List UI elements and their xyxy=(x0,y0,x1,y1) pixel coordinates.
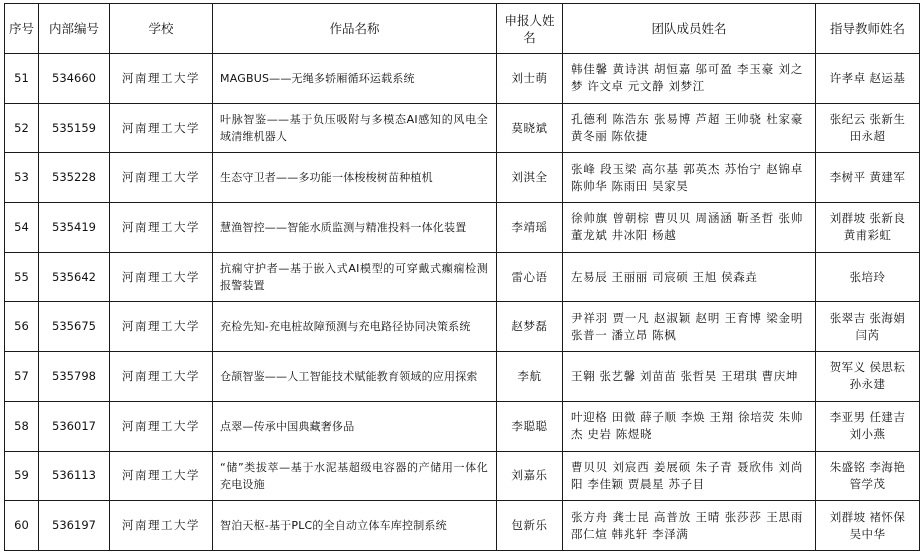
cell-applicant: 赵梦磊 xyxy=(497,302,563,352)
cell-school: 河南理工大学 xyxy=(110,153,213,203)
cell-school: 河南理工大学 xyxy=(110,352,213,402)
cell-applicant: 李聪聪 xyxy=(497,401,563,451)
cell-index: 57 xyxy=(5,352,39,402)
cell-team-members: 孔德利 陈浩东 张易博 芦超 王帅骁 杜家豪 黄冬丽 陈依捷 xyxy=(563,103,816,153)
cell-work-name: 慧渔智控——智能水质监测与精准投料一体化装置 xyxy=(213,203,497,253)
cell-work-name: 叶脉智鉴——基于负压吸附与多模态AI感知的风电全域清维机器人 xyxy=(213,103,497,153)
cell-work-name: 仓颉智鉴——人工智能技术赋能教育领域的应用探索 xyxy=(213,352,497,402)
cell-applicant: 莫晓斌 xyxy=(497,103,563,153)
cell-team-members: 曹贝贝 刘宸西 姜展硕 朱子青 聂欣伟 刘尚阳 李佳颖 贾晨星 苏子目 xyxy=(563,451,816,501)
table-row xyxy=(5,103,920,153)
cell-code: 535228 xyxy=(39,153,110,203)
table-row xyxy=(5,54,920,104)
cell-work-name: 点翠—传承中国典藏奢侈品 xyxy=(213,401,497,451)
table-row xyxy=(5,203,920,253)
cell-team-members: 张方舟 龚士昆 高普放 王晴 张莎莎 王思雨 邵仁煊 韩兆轩 李泽满 xyxy=(563,501,816,551)
cell-team-members: 王翱 张艺馨 刘苗苗 张哲昊 王珺琪 曹庆坤 xyxy=(563,352,816,402)
header-work: 作品名称 xyxy=(213,4,497,54)
cell-teachers: 李树平 黄建军 xyxy=(816,153,920,203)
cell-school: 河南理工大学 xyxy=(110,451,213,501)
cell-code: 535675 xyxy=(39,302,110,352)
cell-teachers: 朱盛铭 李海艳 管学茂 xyxy=(816,451,920,501)
cell-school: 河南理工大学 xyxy=(110,54,213,104)
header-applicant: 申报人姓名 xyxy=(497,4,563,54)
table-row xyxy=(5,401,920,451)
cell-teachers: 许孝卓 赵运基 xyxy=(816,54,920,104)
cell-applicant: 雷心语 xyxy=(497,252,563,302)
cell-applicant: 刘嘉乐 xyxy=(497,451,563,501)
cell-code: 536017 xyxy=(39,401,110,451)
cell-work-name: 生态守卫者——多功能一体梭梭树苗种植机 xyxy=(213,153,497,203)
cell-code: 534660 xyxy=(39,54,110,104)
cell-work-name: 抗痫守护者—基于嵌入式AI模型的可穿戴式癫痫检测报警装置 xyxy=(213,252,497,302)
cell-team-members: 尹祥羽 贾一凡 赵淑颖 赵明 王育博 梁金明 张普一 潘立昂 陈枫 xyxy=(563,302,816,352)
header-index: 序号 xyxy=(5,4,39,54)
table-row xyxy=(5,252,920,302)
table-row xyxy=(5,501,920,551)
cell-applicant: 刘士萌 xyxy=(497,54,563,104)
header-school: 学校 xyxy=(110,4,213,54)
cell-code: 535798 xyxy=(39,352,110,402)
cell-teachers: 李亚男 任建吉 刘小燕 xyxy=(816,401,920,451)
cell-teachers: 刘群坡 褚怀保 吴中华 xyxy=(816,501,920,551)
cell-applicant: 刘淇全 xyxy=(497,153,563,203)
cell-work-name: MAGBUS——无绳多轿厢循环运载系统 xyxy=(213,54,497,104)
cell-index: 51 xyxy=(5,54,39,104)
cell-school: 河南理工大学 xyxy=(110,203,213,253)
cell-applicant: 包新乐 xyxy=(497,501,563,551)
table-row xyxy=(5,302,920,352)
cell-team-members: 叶迎格 田微 薛子顺 李焕 王翔 徐培荧 朱帅杰 史岩 陈煜晓 xyxy=(563,401,816,451)
cell-school: 河南理工大学 xyxy=(110,401,213,451)
award-table xyxy=(4,3,920,551)
cell-index: 58 xyxy=(5,401,39,451)
cell-team-members: 徐帅旗 曾朝棕 曹贝贝 周涵涵 靳圣哲 张帅 董龙斌 井冰阳 杨越 xyxy=(563,203,816,253)
cell-index: 52 xyxy=(5,103,39,153)
cell-index: 59 xyxy=(5,451,39,501)
table-row xyxy=(5,451,920,501)
cell-code: 536197 xyxy=(39,501,110,551)
cell-school: 河南理工大学 xyxy=(110,252,213,302)
cell-team-members: 韩佳馨 黄诗淇 胡恒嘉 邬可盈 李玉豪 刘之梦 许文卓 元文静 刘梦江 xyxy=(563,54,816,104)
cell-index: 55 xyxy=(5,252,39,302)
cell-school: 河南理工大学 xyxy=(110,103,213,153)
cell-team-members: 张峰 段玉梁 高尔基 郭英杰 苏怡宁 赵锦卓 陈帅华 陈雨田 吴家昊 xyxy=(563,153,816,203)
cell-teachers: 张培玲 xyxy=(816,252,920,302)
table-header-row xyxy=(5,4,920,54)
header-code: 内部编号 xyxy=(39,4,110,54)
header-team: 团队成员姓名 xyxy=(563,4,816,54)
cell-applicant: 李航 xyxy=(497,352,563,402)
table-row xyxy=(5,153,920,203)
cell-code: 536113 xyxy=(39,451,110,501)
cell-code: 535642 xyxy=(39,252,110,302)
cell-code: 535419 xyxy=(39,203,110,253)
cell-school: 河南理工大学 xyxy=(110,302,213,352)
cell-work-name: “储”类拔萃—基于水泥基超级电容器的产储用一体化充电设施 xyxy=(213,451,497,501)
header-teacher: 指导教师姓名 xyxy=(816,4,920,54)
cell-teachers: 刘群坡 张新良 黄甫彩虹 xyxy=(816,203,920,253)
cell-teachers: 张纪云 张新生 田永超 xyxy=(816,103,920,153)
cell-teachers: 贺军义 侯思耘 孙永建 xyxy=(816,352,920,402)
cell-work-name: 智泊天枢-基于PLC的全自动立体车库控制系统 xyxy=(213,501,497,551)
cell-code: 535159 xyxy=(39,103,110,153)
cell-index: 53 xyxy=(5,153,39,203)
cell-index: 54 xyxy=(5,203,39,253)
cell-team-members: 左易辰 王丽丽 司宸硕 王旭 侯森垚 xyxy=(563,252,816,302)
cell-teachers: 张翠吉 张海娟 闫芮 xyxy=(816,302,920,352)
cell-work-name: 充检先知-充电桩故障预测与充电路径协同决策系统 xyxy=(213,302,497,352)
cell-index: 60 xyxy=(5,501,39,551)
table-row xyxy=(5,352,920,402)
cell-applicant: 李靖瑶 xyxy=(497,203,563,253)
cell-index: 56 xyxy=(5,302,39,352)
cell-school: 河南理工大学 xyxy=(110,501,213,551)
